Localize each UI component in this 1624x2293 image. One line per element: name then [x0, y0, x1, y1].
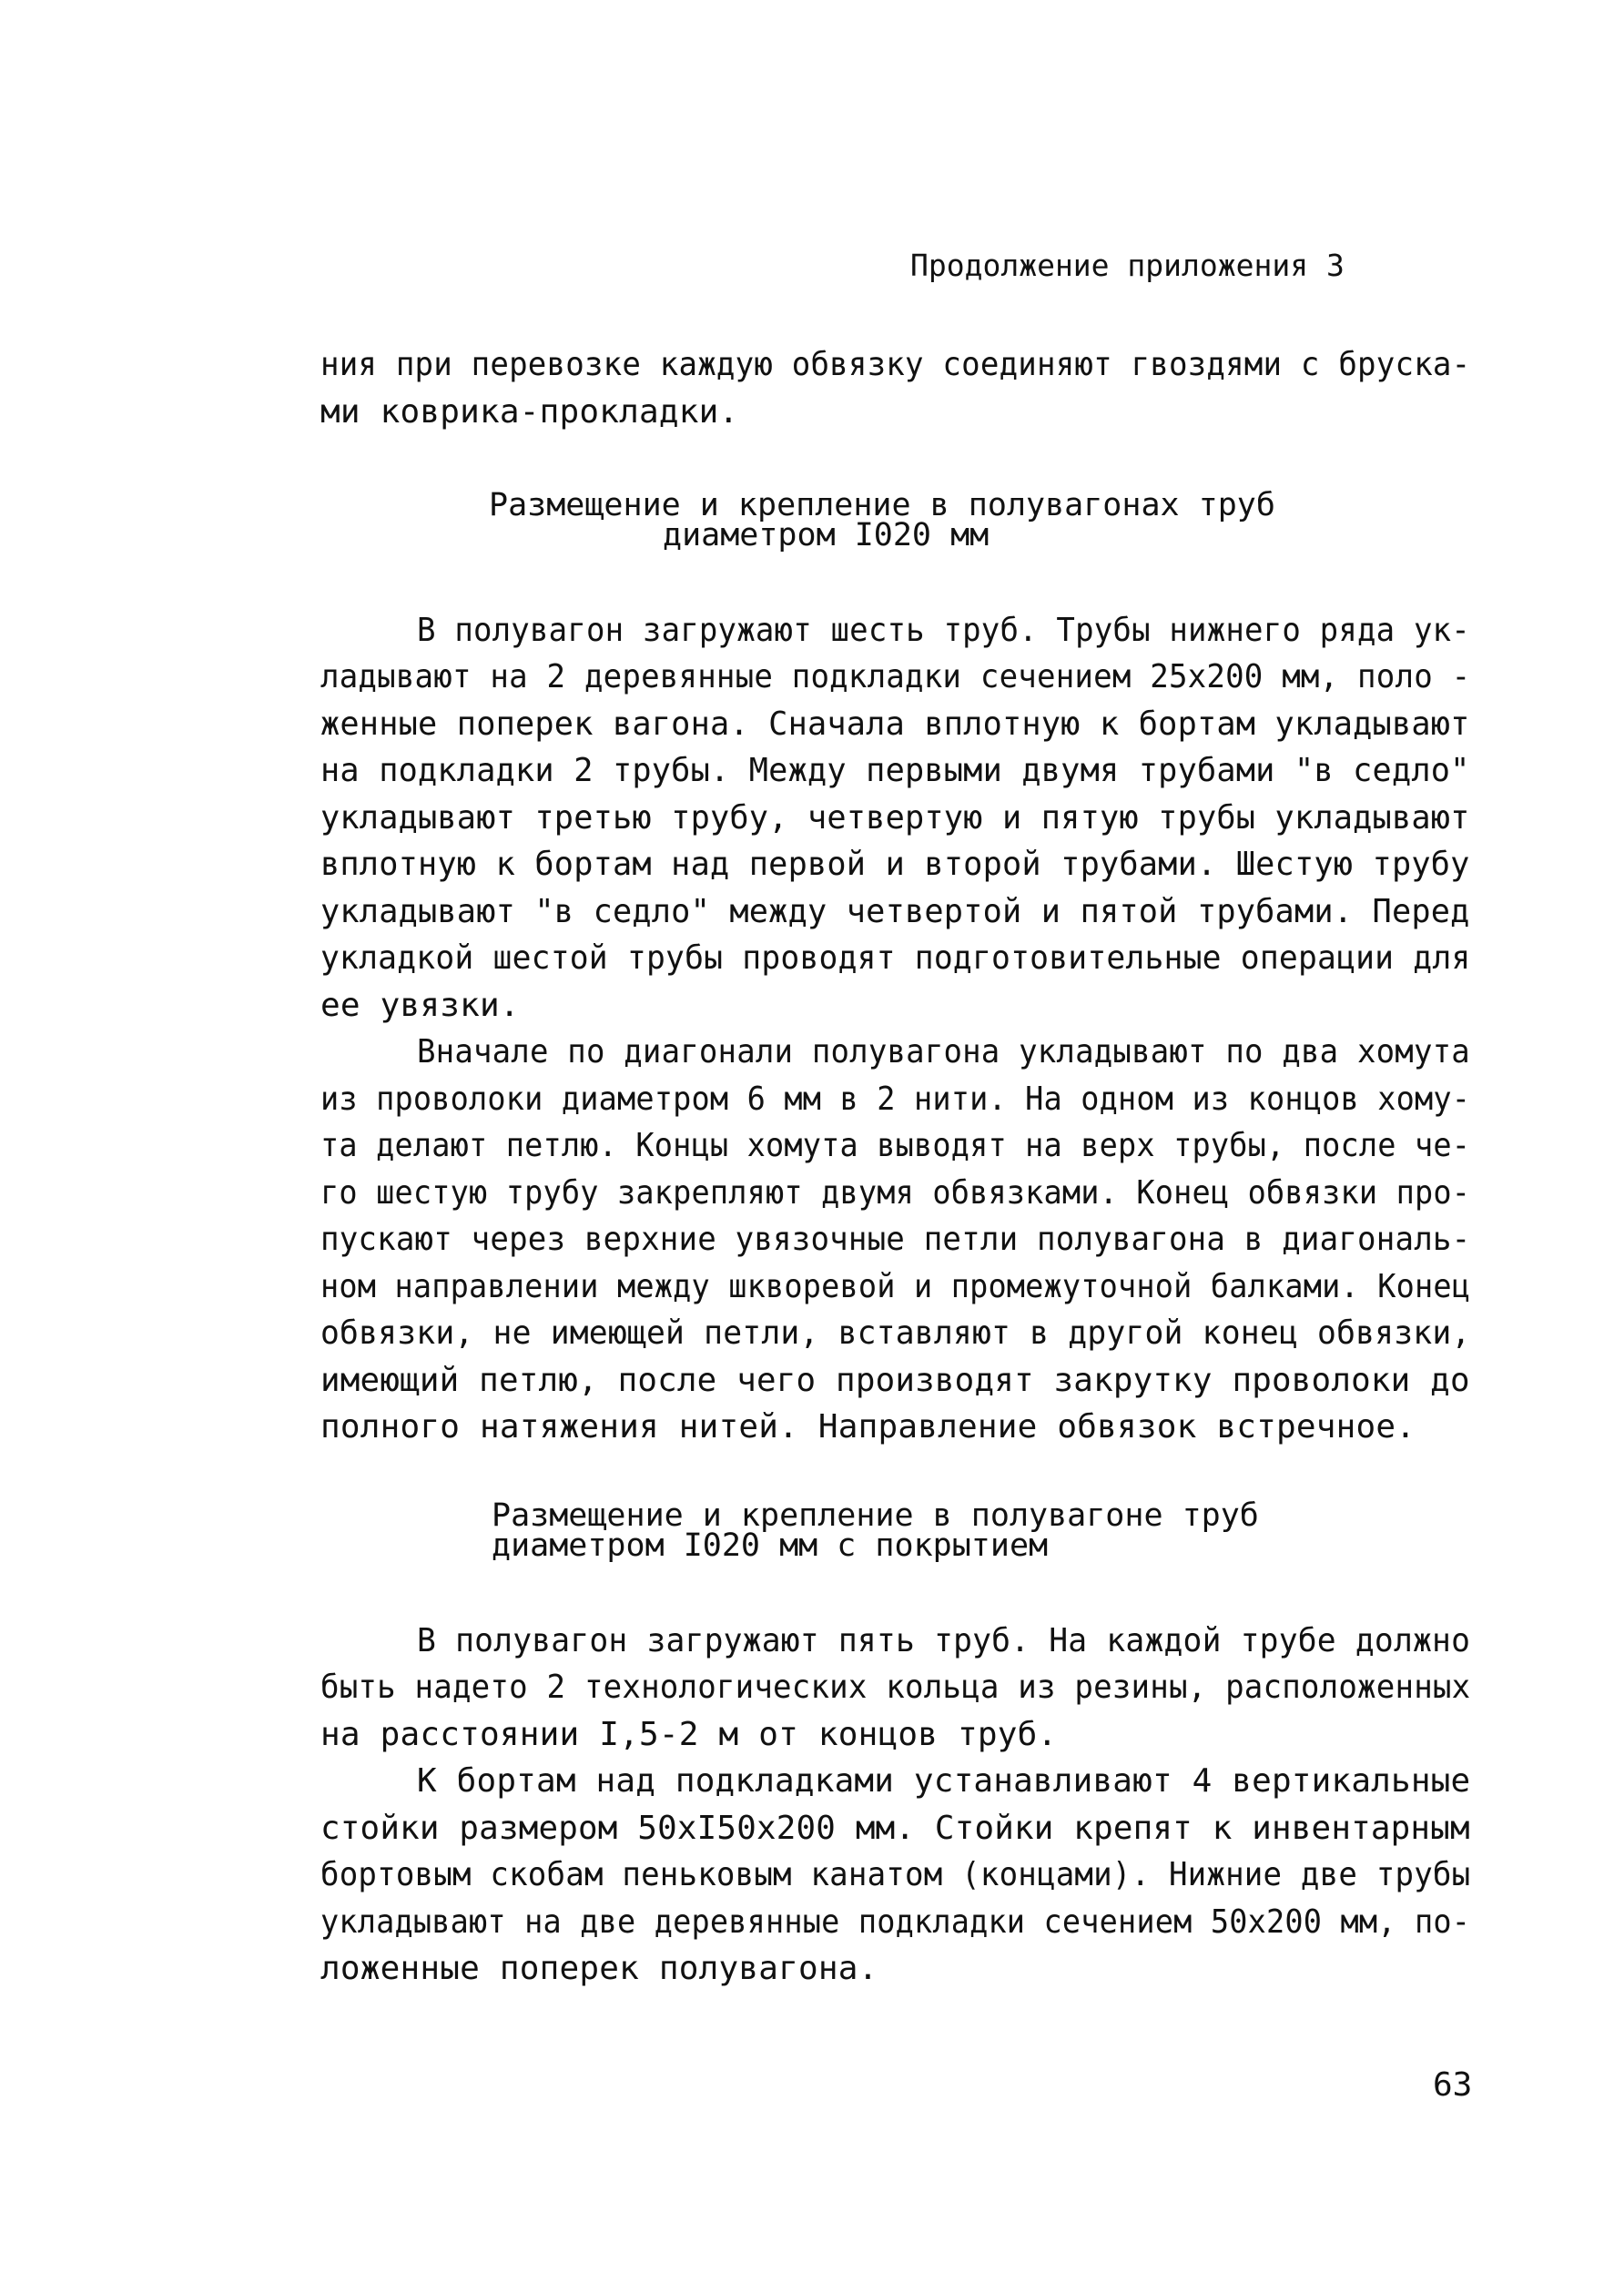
- text-line: ния при перевозке каждую обвязку соединяют гвоздями с бруска-: [320, 346, 1471, 383]
- text-line: укладкой шестой трубы проводят подготовительные операции для: [320, 939, 1471, 977]
- text-line: ладывают на 2 деревянные подкладки сечением 25х200 мм, поло -: [320, 658, 1471, 695]
- text-line: ми коврика-прокладки.: [320, 393, 739, 431]
- text-line: В полувагон загружают шесть труб. Трубы нижнего ряда ук-: [417, 612, 1470, 649]
- text-line: стойки размером 50хI50х200 мм. Стойки крепят к инвентарным: [320, 1810, 1470, 1847]
- text-line: К бортам над подкладками устанавливают 4 вертикальные: [417, 1762, 1471, 1800]
- text-line: ложенные поперек полувагона.: [320, 1950, 878, 1987]
- text-line: полного натяжения нитей. Направление обвязок встречное.: [320, 1408, 1416, 1446]
- text-line: ном направлении между шкворевой и промежуточной балками. Конец: [320, 1268, 1471, 1305]
- text-line: Вначале по диагонали полувагона укладывают по два хомута: [417, 1033, 1470, 1070]
- text-line: ее увязки.: [320, 987, 520, 1024]
- text-line: вплотную к бортам над первой и второй трубами. Шестую трубу: [320, 846, 1470, 883]
- text-line: бортовым скобам пеньковым канатом (концами). Нижние две трубы: [320, 1856, 1471, 1893]
- text-line: на расстоянии I,5-2 м от концов труб.: [320, 1716, 1058, 1753]
- text-line: та делают петлю. Концы хомута выводят на верх трубы, после че-: [320, 1127, 1471, 1164]
- section-heading: диаметром I020 мм: [663, 517, 990, 553]
- text-line: женные поперек вагона. Сначала вплотную к бортам укладывают: [320, 705, 1470, 743]
- text-line: обвязки, не имеющей петли, вставляют в другой конец обвязки,: [320, 1314, 1471, 1352]
- section-heading: Размещение и крепление в полувагоне труб: [492, 1497, 1259, 1534]
- text-line: из проволоки диаметром 6 мм в 2 нити. На одном из концов хому-: [320, 1081, 1471, 1118]
- section-heading: диаметром I020 мм с покрытием: [492, 1527, 1049, 1564]
- page-number: 63: [1433, 2066, 1473, 2104]
- text-line: на подкладки 2 трубы. Между первыми двумя трубами "в седло": [320, 752, 1470, 789]
- page-header: Продолжение приложения 3: [910, 248, 1345, 283]
- text-line: имеющий петлю, после чего производят закрутку проволоки до: [320, 1362, 1470, 1399]
- text-line: быть надето 2 технологических кольца из резины, расположенных: [320, 1669, 1471, 1706]
- text-line: го шестую трубу закрепляют двумя обвязками. Конец обвязки про-: [320, 1174, 1471, 1212]
- text-line: пускают через верхние увязочные петли полувагона в диагональ-: [320, 1221, 1471, 1258]
- text-line: укладывают на две деревянные подкладки сечением 50х200 мм, по-: [320, 1903, 1471, 1941]
- text-line: укладывают "в седло" между четвертой и пятой трубами. Перед: [320, 893, 1470, 930]
- text-line: В полувагон загружают пять труб. На каждой трубе должно: [417, 1622, 1471, 1659]
- section-heading: Размещение и крепление в полувагонах труб: [489, 487, 1275, 523]
- text-line: укладывают третью трубу, четвертую и пятую трубы укладывают: [320, 799, 1470, 837]
